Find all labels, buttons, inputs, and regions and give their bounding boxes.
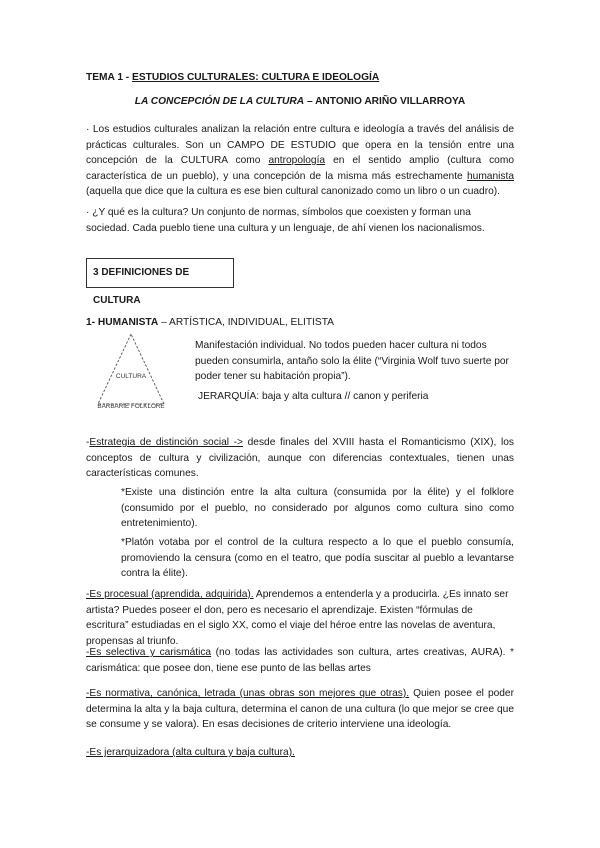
subtitle-title: LA CONCEPCIÓN DE LA CULTURA — [134, 96, 305, 107]
subtitle-author: – ANTONIO ARIÑO VILLARROYA — [304, 96, 466, 107]
normativa-label: -Es normativa, canónica, letrada (unas obras son mejores que otras). — [86, 688, 410, 699]
jerarquizadora-label: -Es jerarquizadora (alta cultura y baja cultura). — [86, 747, 295, 758]
humanista-term: humanista — [466, 170, 514, 182]
jerarquia-line: JERARQUÍA: baja y alta cultura // canon y periferia — [198, 391, 429, 402]
section-humanista-heading — [86, 315, 514, 331]
selectiva-paragraph — [86, 645, 514, 676]
estrategia-paragraph: -Estrategia de distinción social -> desde finales del XVIII hasta el Romanticismo (XIX), los conceptos de cultura y civilización, aunque con diferencias contextuales, tienen unas características comunes. — [86, 437, 514, 479]
humanista-heading-rest: – ARTÍSTICA, INDIVIDUAL, ELITISTA — [158, 317, 334, 328]
subtitle — [86, 94, 514, 110]
culture-pyramid-diagram — [92, 330, 170, 410]
humanista-heading-bold: 1- HUMANISTA — [86, 317, 159, 328]
intro-text-a: · Los estudios culturales analizan la relación entre cultura e ideología a través del análisis de prácticas culturales. Son un CAMPO DE ESTUDIO que opera en la tensión entre una concepción de la CULTURA como — [86, 124, 514, 166]
selectiva-text: (no todas las actividades son cultura, artes creativas, AURA). * carismática: que posee don, tiene ese punto de las bellas artes — [86, 647, 514, 674]
jerarquizadora-paragraph — [86, 745, 514, 761]
pyramid-svg — [92, 330, 170, 410]
intro-paragraph-2: · ¿Y qué es la cultura? Un conjunto de normas, símbolos que coexisten y forman una sociedad. Cada pueblo tiene una cultura y un lenguaje, de ahí vienen los nacionalismos. — [86, 207, 485, 234]
procesual-paragraph — [86, 587, 514, 649]
pyramid-triangle — [98, 334, 164, 404]
antropologia-term: antropología — [268, 155, 326, 166]
intro-text-c: (aquella que dice que la cultura es ese bien cultural canonizado como un libro o un cuadro). — [86, 186, 500, 197]
normativa-text: Quien posee el poder determina la alta y la baja cultura, determina el canon de una cultura (lo que mejor se cree que se consume y se valora). En esas decisiones de criterio interviene una ideología. — [86, 688, 514, 730]
intro-text-b: en el sentido amplio (cultura como característica de un pueblo), y una concepción de la misma más estrechamente — [86, 155, 515, 182]
normativa-paragraph — [86, 686, 514, 733]
definitions-box-heading: 3 DEFINICIONES DE CULTURA — [86, 258, 234, 288]
estrategia-label: Estrategia de distinción social -> — [89, 437, 243, 448]
procesual-text: Aprendemos a entenderla y a producirla. ¿Es innato ser artista? Puedes poseer el don, pero es necesario el aprendizaje. Existen “fórmulas de escritura” estudiadas en el siglo XX, como el viaje del héroe entre las novelas de aventura, propensas al triunfo. — [86, 589, 509, 647]
pyramid-top-label: CULTURA — [115, 373, 147, 380]
pyramid-bottom-label: BARBARIE FOLKLORE — [97, 403, 165, 410]
tema-title-text: ESTUDIOS CULTURALES: CULTURA E IDEOLOGÍA — [132, 72, 380, 83]
humanista-description: Manifestación individual. No todos pueden hacer cultura ni todos pueden consumirla, antaño solo la élite (“Virginia Wolf tuvo suerte por poder tener su habitación propia”). — [195, 340, 509, 382]
tema-prefix: TEMA 1 - — [86, 72, 133, 83]
intro-paragraph-1 — [86, 122, 514, 200]
tema-title — [86, 70, 516, 86]
bullet-platon: *Platón votaba por el control de la cultura respecto a lo que el pueblo consumía, promoviendo la censura (como en el teatro, que podía suscitar al pueblo a levantarse contra la élite). — [121, 537, 514, 579]
procesual-label: -Es procesual (aprendida, adquirida). — [86, 589, 254, 600]
bullet-distincion: *Existe una distinción entre la alta cultura (consumida por la élite) y el folklore (consumido por el pueblo, no considerado por algunos como cultura sino como entretenimiento). — [121, 487, 514, 529]
selectiva-label: -Es selectiva y carismática — [86, 647, 212, 658]
estrategia-text: desde finales del XVIII hasta el Romanticismo (XIX), los conceptos de cultura y civilización, aunque con diferencias contextuales, tienen unas características comunes. — [86, 437, 514, 479]
